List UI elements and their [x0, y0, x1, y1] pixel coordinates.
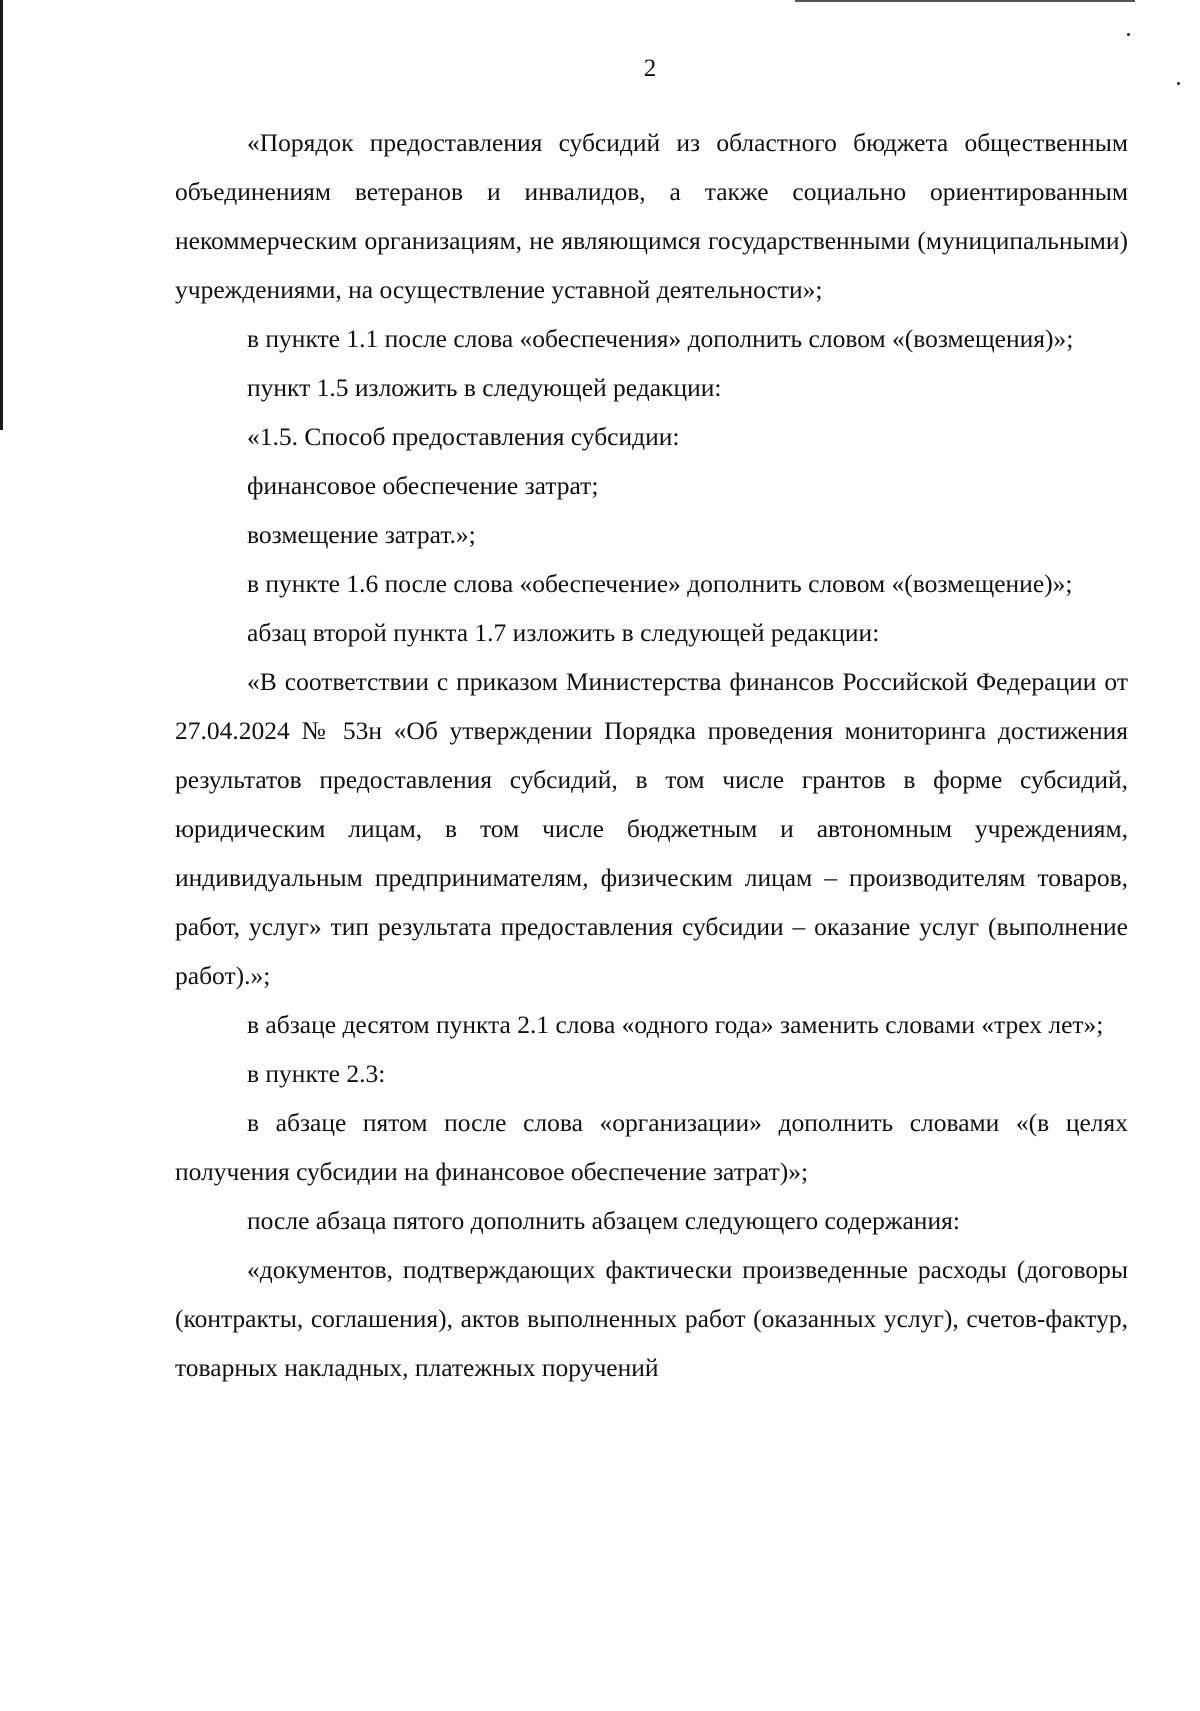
paragraph-item-2-1: в абзаце десятом пункта 2.1 слова «одного года» заменить словами «трех лет»; [247, 1010, 1104, 1039]
paragraph-item-2-3-intro: в пункте 2.3: [247, 1059, 386, 1088]
paragraph-item-1-5-text: «1.5. Способ предоставления субсидии: [247, 422, 680, 451]
paragraph-item-1-7-text: «В соответствии с приказом Министерства финансов Российской Федерации от 27.04.2024 № 53н «Об утверждении Порядка проведения мониторинга достижения результатов предоставления субсидий, в том числе грантов в форме субсидий, юридическим лицам, в том числе бюджетным и автономным учреждениям, индивидуальным предпринимателям, физическим лицам – производителям товаров, работ, услуг» тип результата предоставления субсидии – оказание услуг (выполнение работ).»; [175, 667, 1128, 990]
scan-edge-top [795, 0, 1135, 2]
paragraph-item-1-1: в пункте 1.1 после слова «обеспечения» дополнить словом «(возмещения)»; [247, 324, 1074, 353]
paragraph-financing: финансовое обеспечение затрат; [247, 471, 599, 500]
paragraph-item-1-7-intro: абзац второй пункта 1.7 изложить в следующей редакции: [247, 618, 880, 647]
paragraph-item-1-6: в пункте 1.6 после слова «обеспечение» дополнить словом «(возмещение)»; [247, 569, 1073, 598]
paragraph-item-1-5-intro: пункт 1.5 изложить в следующей редакции: [247, 373, 722, 402]
paragraph-reimbursement: возмещение затрат.»; [247, 520, 476, 549]
page-number: 2 [643, 55, 657, 82]
paragraph-order-title: «Порядок предоставления субсидий из областного бюджета общественным объединениям ветеранов и инвалидов, а также социально ориентированным некоммерческим организациям, не являющимся государственными (муниципальными) учреждениями, на осуществление уставной деятельности»; [175, 128, 1128, 304]
paragraph-after-fifth: после абзаца пятого дополнить абзацем следующего содержания: [247, 1206, 960, 1235]
paragraph-item-2-3-fifth: в абзаце пятом после слова «организации» дополнить словами «(в целях получения субсидии на финансовое обеспечение затрат)»; [175, 1108, 1128, 1186]
paragraph-documents: «документов, подтверждающих фактически произведенные расходы (договоры (контракты, соглашения), актов выполненных работ (оказанных услуг), счетов-фактур, товарных накладных, платежных поручений [175, 1255, 1128, 1382]
document-body [175, 118, 1128, 1392]
scan-speck [1127, 33, 1130, 36]
